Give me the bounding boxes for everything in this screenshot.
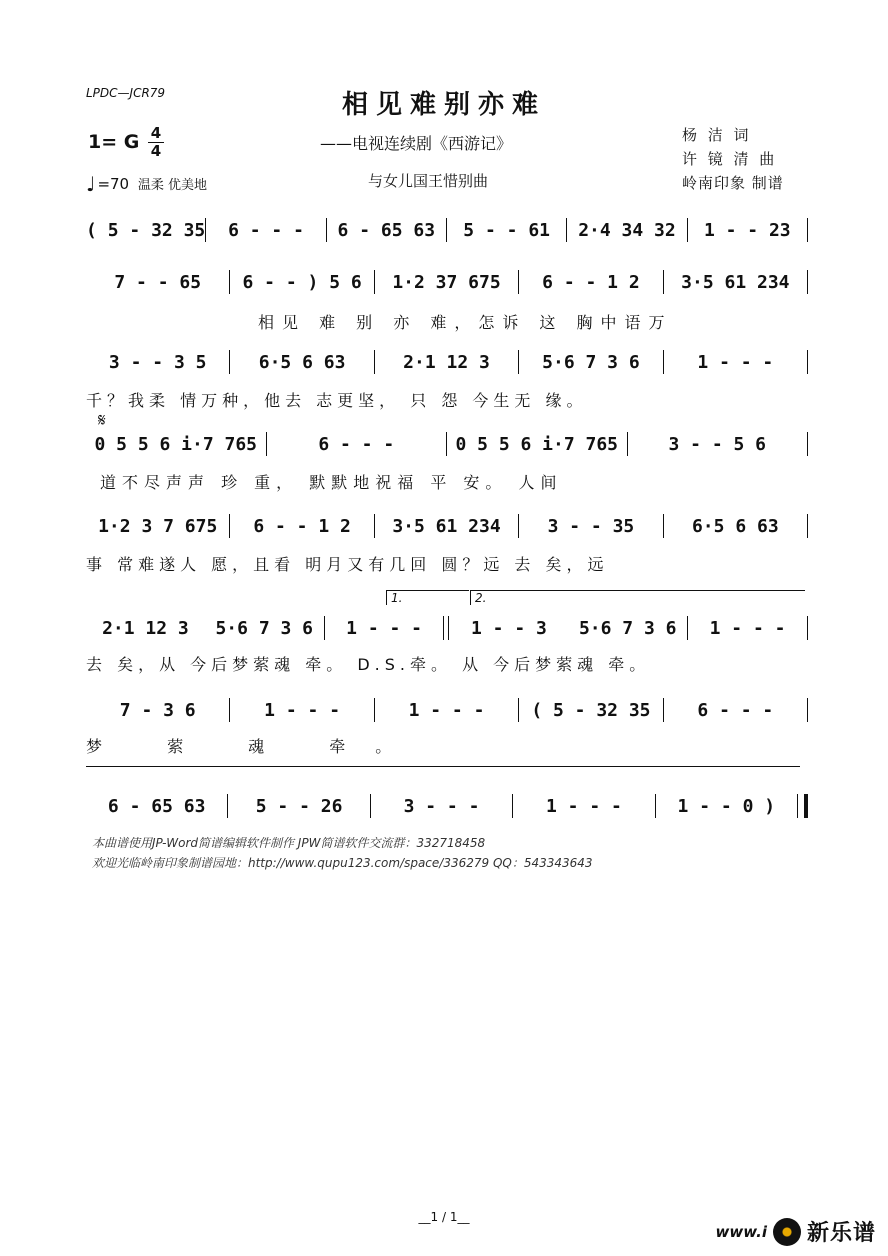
measure: 3 - - - bbox=[403, 795, 480, 817]
barline bbox=[807, 432, 808, 456]
measure: 6 - - - bbox=[697, 699, 774, 721]
measure: 1·2 37 675 bbox=[392, 271, 501, 293]
measure: 6 - 65 63 bbox=[337, 219, 436, 241]
measure: 3 - - 5 6 bbox=[668, 433, 767, 455]
measure: 6 - - 1 2 bbox=[542, 271, 640, 293]
measure: ( 5 - 32 35 bbox=[86, 219, 206, 241]
coda-rule bbox=[86, 766, 800, 767]
measure: 5·6 7 3 6 bbox=[542, 351, 640, 373]
footer-website-note: 欢迎光临岭南印象制谱园地：http://www.qupu123.com/space/336279 QQ：543343643 bbox=[92, 856, 593, 870]
watermark-brand bbox=[716, 1216, 876, 1247]
lyric-line-7: 梦 萦 魂 牵。 bbox=[86, 737, 422, 756]
final-barline bbox=[797, 794, 808, 818]
measure: 5·6 7 3 6 bbox=[215, 617, 314, 639]
score-line-2 bbox=[86, 270, 808, 294]
measure: 1 - - - bbox=[697, 351, 774, 373]
score-line-3 bbox=[86, 350, 808, 374]
score-line-6 bbox=[86, 616, 808, 640]
tempo-value: =70 bbox=[97, 175, 130, 193]
measure: 2·1 12 3 bbox=[403, 351, 490, 373]
watermark-name: 新乐谱 bbox=[806, 1221, 876, 1246]
measure: 1 - - - bbox=[545, 795, 622, 817]
measure: 6 - - ) 5 6 bbox=[242, 271, 362, 293]
score-line-5 bbox=[86, 514, 808, 538]
measure: 6·5 6 63 bbox=[258, 351, 346, 373]
measure: 6 - - - bbox=[228, 219, 304, 241]
composer-credit: 许 镜 清 曲 bbox=[682, 150, 778, 168]
key-signature: 1= G bbox=[88, 131, 140, 153]
segno-sign: 𝄋 bbox=[98, 410, 106, 431]
song-subtitle: ——电视连续剧《西游记》 bbox=[320, 134, 513, 153]
time-signature-bottom: 4 bbox=[150, 142, 162, 160]
footer-software-note: 本曲谱使用JP-Word简谱编辑软件制作 JPW简谱软件交流群：332718458 bbox=[92, 836, 486, 850]
measure: 1 - - - bbox=[408, 699, 485, 721]
measure: 1 - - 3 bbox=[470, 617, 547, 639]
measure: 5 - - 61 bbox=[463, 219, 550, 241]
measure: 5·6 7 3 6 bbox=[578, 617, 677, 639]
measure: 7 - - 65 bbox=[114, 271, 202, 293]
measure: 2·4 34 32 bbox=[578, 219, 676, 241]
measure: 6 - - 1 2 bbox=[253, 515, 351, 537]
measure: 1 - - - bbox=[709, 617, 786, 639]
score-line-7 bbox=[86, 698, 808, 722]
barline bbox=[807, 270, 808, 294]
quarter-note-icon: ♩ bbox=[86, 172, 96, 196]
arranger-credit: 岭南印象 制谱 bbox=[682, 174, 784, 192]
measure: 7 - 3 6 bbox=[119, 699, 196, 721]
tempo-marking bbox=[86, 172, 207, 196]
score-line-4 bbox=[86, 432, 808, 456]
measure: 3·5 61 234 bbox=[392, 515, 501, 537]
lyricist-credit: 杨 洁 词 bbox=[682, 126, 752, 144]
measure: 3 - - 35 bbox=[547, 515, 635, 537]
measure: 6 - 65 63 bbox=[107, 795, 206, 817]
barline bbox=[807, 616, 808, 640]
barline bbox=[807, 350, 808, 374]
measure: 1 - - 0 ) bbox=[677, 795, 776, 817]
vinyl-record-icon bbox=[773, 1218, 801, 1246]
time-signature bbox=[148, 126, 164, 159]
measure: 3 - - 3 5 bbox=[108, 351, 207, 373]
lyric-line-3: 千？我柔 情万种，他去 志更坚， 只 怨 今生无 缘。 bbox=[86, 391, 588, 410]
measure: 0 5 5 6 i·7 765 bbox=[94, 433, 258, 455]
measure: 1 - - - bbox=[346, 617, 422, 639]
song-title: 相见难别亦难 bbox=[341, 90, 546, 120]
volta-1: 1. bbox=[386, 590, 469, 605]
song-subtitle-2: 与女儿国王惜别曲 bbox=[368, 172, 489, 190]
lyric-line-5: 事 常难遂人 愿，且看 明月又有几回 圆？远 去 矣，远 bbox=[86, 555, 609, 574]
page-number: __1 / 1__ bbox=[418, 1210, 470, 1224]
lyric-line-4: 道不尽声声 珍 重， 默默地祝福 平 安。 人间 bbox=[100, 473, 563, 492]
time-signature-top: 4 bbox=[150, 124, 162, 142]
lyric-line-2: 相见 难 别 亦 难，怎诉 这 胸中语万 bbox=[258, 313, 673, 332]
score-code: LPDC—JCR79 bbox=[86, 86, 166, 100]
measure: 1 - - - bbox=[264, 699, 341, 721]
measure: 2·1 12 3 bbox=[102, 617, 189, 639]
measure: 1 - - 23 bbox=[703, 219, 791, 241]
measure: 6 - - - bbox=[318, 433, 395, 455]
barline bbox=[807, 218, 808, 242]
measure: 0 5 5 6 i·7 765 bbox=[455, 433, 619, 455]
measure: 5 - - 26 bbox=[255, 795, 343, 817]
lyric-line-6: 去 矣，从 今后梦萦魂 牵。 D.S.牵。 从 今后梦萦魂 牵。 bbox=[86, 655, 651, 674]
score-line-8 bbox=[86, 794, 808, 818]
score-line-1 bbox=[86, 218, 808, 242]
measure: 1·2 3 7 675 bbox=[98, 515, 218, 537]
measure: 3·5 61 234 bbox=[681, 271, 790, 293]
measure: ( 5 - 32 35 bbox=[531, 699, 651, 721]
watermark-url: www.i bbox=[715, 1222, 767, 1241]
barline bbox=[807, 514, 808, 538]
barline bbox=[807, 698, 808, 722]
volta-2: 2. bbox=[470, 590, 805, 605]
measure: 6·5 6 63 bbox=[691, 515, 779, 537]
expression-marking: 温柔 优美地 bbox=[137, 178, 208, 193]
